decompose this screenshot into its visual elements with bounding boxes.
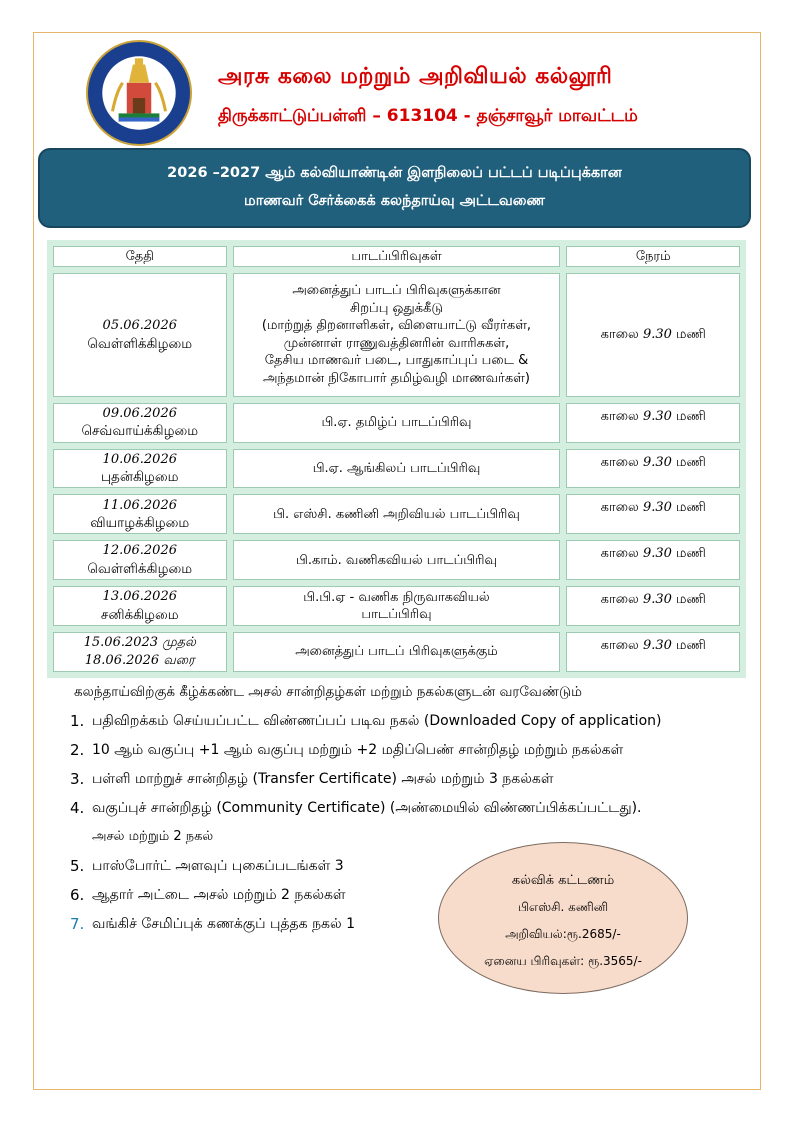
list-item xyxy=(70,768,752,797)
course-cell xyxy=(233,273,561,397)
list-item xyxy=(70,797,752,855)
course-cell xyxy=(233,403,561,443)
table-row xyxy=(53,632,740,672)
course-line: பி.பி.ஏ - வணிக நிருவாகவியல் xyxy=(303,589,490,605)
header-date: தேதி xyxy=(53,246,227,267)
table-row xyxy=(53,273,740,397)
time-number: 9.30 xyxy=(642,592,672,608)
title-line-1: 2026 –2027 ஆம் கல்வியாண்டின் இளநிலைப் பட்டப் படிப்புக்கான xyxy=(167,165,622,181)
table-row xyxy=(53,403,740,443)
list-item xyxy=(70,739,752,768)
course-line: பாடப்பிரிவு xyxy=(361,607,432,623)
course-cell xyxy=(233,632,561,672)
item-text: பதிவிறக்கம் செய்யப்பட்ட விண்ணப்பப் படிவ நகல் (Downloaded Copy of application) xyxy=(92,713,662,729)
time-unit: மணி xyxy=(676,327,706,343)
row-day: செவ்வாய்க்கிழமை xyxy=(81,423,199,440)
fee-line: அறிவியல்:ரூ.2685/- xyxy=(505,927,621,941)
title-line-2: மாணவர் சேர்க்கைக் கலந்தாய்வு அட்டவணை xyxy=(244,193,545,209)
course-cell xyxy=(233,586,561,626)
table-row xyxy=(53,494,740,534)
table-row xyxy=(53,540,740,580)
time-word: காலை xyxy=(600,546,639,562)
date-cell xyxy=(53,586,227,626)
time-cell xyxy=(566,273,740,397)
time-cell xyxy=(566,632,740,672)
time-cell xyxy=(566,449,740,489)
institution-address: திருக்காட்டுப்பள்ளி – 613104 - தஞ்சாவூர் மாவட்டம் xyxy=(218,106,638,126)
row-day: வெள்ளிக்கிழமை xyxy=(87,560,193,577)
row-date: 11.06.2026 xyxy=(102,497,177,513)
table-row xyxy=(53,449,740,489)
title-banner xyxy=(38,148,751,228)
date-cell xyxy=(53,273,227,397)
item-text: பள்ளி மாற்றுச் சான்றிதழ் (Transfer Certificate) அசல் மற்றும் 3 நகல்கள் xyxy=(92,771,554,787)
temple-emblem-icon xyxy=(88,42,190,144)
item-text-continued: அசல் மற்றும் 2 நகல் xyxy=(92,829,214,844)
row-day: வியாழக்கிழமை xyxy=(90,515,190,532)
item-text: வங்கிச் சேமிப்புக் கணக்குப் புத்தக நகல் 1 xyxy=(92,916,355,932)
item-number: 3. xyxy=(70,770,85,788)
documents-intro: கலந்தாய்விற்குக் கீழ்க்கண்ட அசல் சான்றிதழ்கள் மற்றும் நகல்களுடன் வரவேண்டும் xyxy=(74,684,582,700)
row-day: சனிக்கிழமை xyxy=(100,606,179,623)
college-logo xyxy=(86,40,192,146)
fee-title: கல்விக் கட்டணம் xyxy=(511,873,615,888)
row-date: 09.06.2026 xyxy=(102,405,177,421)
time-number: 9.30 xyxy=(642,454,672,470)
time-number: 9.30 xyxy=(642,546,672,562)
time-word: காலை xyxy=(600,454,639,470)
item-number: 4. xyxy=(70,799,85,817)
item-number: 7. xyxy=(70,915,85,933)
time-word: காலை xyxy=(600,327,639,343)
time-number: 9.30 xyxy=(642,500,672,516)
time-cell xyxy=(566,494,740,534)
course-line: பி.காம். வணிகவியல் பாடப்பிரிவு xyxy=(296,552,497,568)
time-number: 9.30 xyxy=(642,327,672,343)
course-line: பி.ஏ. ஆங்கிலப் பாடப்பிரிவு xyxy=(312,460,481,476)
date-cell xyxy=(53,540,227,580)
item-number: 2. xyxy=(70,741,85,759)
fee-line: பிஎஸ்சி. கணினி xyxy=(517,900,609,914)
list-item xyxy=(70,710,752,739)
table-row xyxy=(53,586,740,626)
time-unit: மணி xyxy=(676,592,706,608)
row-date: 10.06.2026 xyxy=(102,451,177,467)
time-unit: மணி xyxy=(676,454,706,470)
course-line: பி.ஏ. தமிழ்ப் பாடப்பிரிவு xyxy=(321,414,472,430)
item-number: 1. xyxy=(70,712,85,730)
row-day: புதன்கிழமை xyxy=(101,469,179,486)
course-line: முன்னாள் ராணுவத்தினரின் வாரிசுகள், xyxy=(283,335,510,351)
time-cell xyxy=(566,540,740,580)
course-line: பி. எஸ்சி. கணினி அறிவியல் பாடப்பிரிவு xyxy=(273,506,520,522)
fee-oval xyxy=(438,842,688,994)
item-number: 6. xyxy=(70,886,85,904)
course-line: அனைத்துப் பாடப் பிரிவுகளுக்கும் xyxy=(295,644,498,660)
date-cell xyxy=(53,632,227,672)
course-line: தேசிய மாணவர் படை, பாதுகாப்புப் படை & xyxy=(264,353,529,369)
time-unit: மணி xyxy=(676,500,706,516)
row-date-end: 18.06.2026 வரை xyxy=(84,653,195,669)
item-number: 5. xyxy=(70,857,85,875)
date-cell xyxy=(53,494,227,534)
time-cell xyxy=(566,403,740,443)
row-day: வெள்ளிக்கிழமை xyxy=(87,335,193,352)
schedule-table xyxy=(47,240,746,678)
header-time: நேரம் xyxy=(566,246,740,267)
table-header-row xyxy=(53,246,740,267)
time-unit: மணி xyxy=(676,638,706,654)
time-unit: மணி xyxy=(676,546,706,562)
course-line: சிறப்பு ஒதுக்கீடு xyxy=(350,300,443,316)
item-text: ஆதார் அட்டை அசல் மற்றும் 2 நகல்கள் xyxy=(92,887,346,903)
time-unit: மணி xyxy=(676,408,706,424)
course-line: அனைத்துப் பாடப் பிரிவுகளுக்கான xyxy=(292,283,501,299)
course-cell xyxy=(233,449,561,489)
row-date: 12.06.2026 xyxy=(102,543,177,559)
time-word: காலை xyxy=(600,592,639,608)
course-cell xyxy=(233,494,561,534)
time-cell xyxy=(566,586,740,626)
date-cell xyxy=(53,449,227,489)
date-cell xyxy=(53,403,227,443)
time-number: 9.30 xyxy=(642,408,672,424)
time-word: காலை xyxy=(600,500,639,516)
course-line: (மாற்றுத் திறனாளிகள், விளையாட்டு வீரர்கள், xyxy=(261,318,532,334)
course-cell xyxy=(233,540,561,580)
item-text: 10 ஆம் வகுப்பு +1 ஆம் வகுப்பு மற்றும் +2 மதிப்பெண் சான்றிதழ் மற்றும் நகல்கள் xyxy=(92,742,624,758)
row-date: 13.06.2026 xyxy=(102,589,177,605)
institution-name: அரசு கலை மற்றும் அறிவியல் கல்லூரி xyxy=(218,64,613,89)
time-word: காலை xyxy=(600,408,639,424)
header-course: பாடப்பிரிவுகள் xyxy=(233,246,561,267)
fee-line: ஏனைய பிரிவுகள்: ரூ.3565/- xyxy=(484,954,642,968)
course-line: அந்தமான் நிகோபார் தமிழ்வழி மாணவர்கள்) xyxy=(262,370,530,386)
item-text: வகுப்புச் சான்றிதழ் (Community Certificate) (அண்மையில் விண்ணப்பிக்கப்பட்டது). xyxy=(92,800,642,816)
row-date: 15.06.2023 முதல் xyxy=(83,635,196,651)
time-number: 9.30 xyxy=(642,638,672,654)
row-date: 05.06.2026 xyxy=(102,317,177,333)
item-text: பாஸ்போர்ட் அளவுப் புகைப்படங்கள் 3 xyxy=(92,858,344,874)
time-word: காலை xyxy=(600,638,639,654)
